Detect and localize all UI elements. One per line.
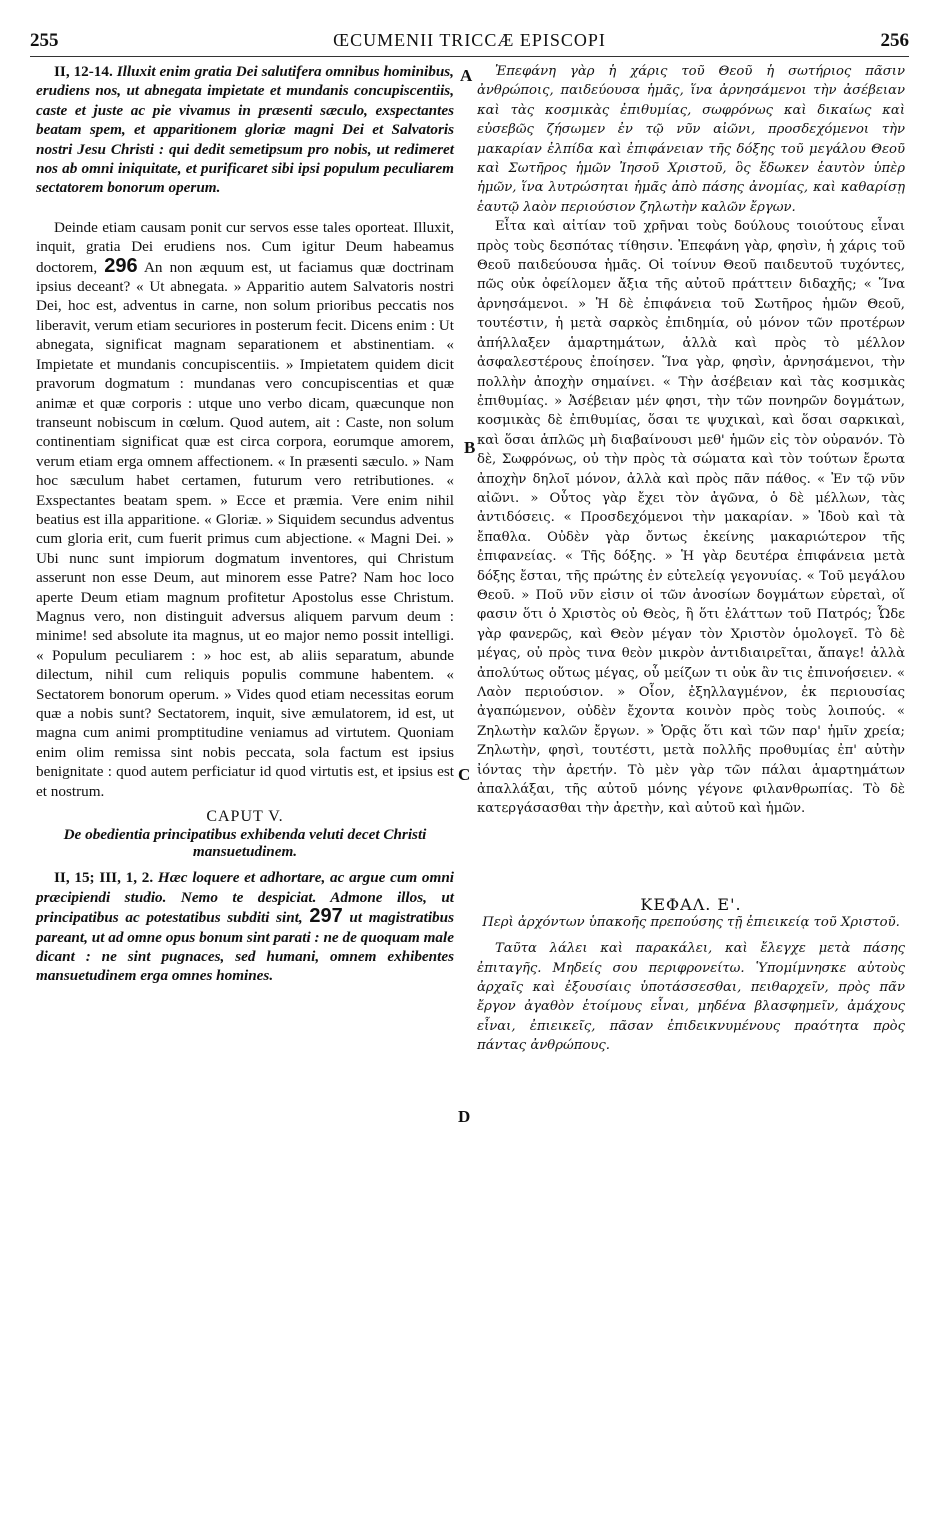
latin-chapter-subtitle: De obedientia principatibus exhibenda veluti decet Christi mansuetudinem. [63, 826, 427, 861]
greek-chapter-title: ΚΕΦΑΛ. Ε'. [640, 894, 742, 914]
left-page-number: 255 [30, 30, 59, 51]
latin-commentary-b: An non æquum est, ut faciamus quæ doctrinam ipsius deceant? « Ut abnegata. » Apparitio autem Salvatoris nostri Dei, hoc est, adventus in carne, non solum prioribus peccatis nos liberavit, verum etiam securiores in posterum fecit. Dicens enim : Ut abnegata, significat magnam separationem et abstinentiam. « Impietate et mundanis concupiscentiis. » Impietatem quidem dicit pravorum dogmatum : mundanas vero concupiscentias et quæ animæ et quæ corporis : utque uno verbo dicam, quæcunque non transeunt nobiscum in cœlum. Quod autem, ait : Caste, non solum continentiam significat quæ est circa corpora, eorumque amorem, verum etiam erga omnem affectionem. « In præsenti sæculo. » Nam hoc sæculum habet certamen, futurum vero retributiones. « Exspectantes beatam spem. » Ecce et præmia. Vere enim nihil beatius est illa apparitione. « Gloriæ. » Siquidem secundus adventus cum gloria erit, cum fuerit primus cum abjectione. « Magni Dei. » Ubi nunc sunt impiorum dogmatum inventores, qui Christum asserunt non esse Deum, aut minorem esse Patre? Nam hoc loco aperte Deum etiam magnum profitetur Apostolus esse Christum. Magnus vero, non distinguit adversus aliquem parvum deum : minime! sed absolute ita magnus, ut eo major nemo possit intelligi. « Populum peculiarem : » hoc est, ab aliis separatum, abunde dilectum, nihil cum reliquis populis commune habentem. « Sectatorem bonorum operum. » Vides quod etiam necessitas eorum quæ a nobis sunt? Sectatorem, inquit, sive æmulatorem, id est, ut magna cum animi promptitudine veniamus ad virtutem. Quoniam enim olim remissa sint nobis peccata, sola factum est ipsius benignitate : quod autem perficiatur id quod virtutis est, et ipsius est et nostrum. [36, 258, 454, 800]
latin-verse-text: Illuxit enim gratia Dei salutifera omnibus hominibus, erudiens nos, ut abnegata impietate et mundanis concupiscentiis, caste et juste ac pie vivamus in præsenti sæculo, exspectantes beatam spem, et apparitionem gloriæ magni Dei et Salvatoris nostri Jesu Christi : qui dedit semetipsum pro nobis, ut redimeret nos ab omni iniquitate, et purificaret sibi ipsi populum peculiarem sectatorem bonorum operum. [36, 63, 454, 197]
running-title: ŒCUMENII TRICCÆ EPISCOPI [333, 30, 606, 50]
latin-chapter-title: CAPUT V. [206, 808, 284, 826]
greek-verse-text: Ἐπεφάνη γὰρ ἡ χάρις τοῦ Θεοῦ ἡ σωτήριος πᾶσιν ἀνθρώποις, παιδεύουσα ἡμᾶς, ἵνα ἀρνησάμενοι τὴν ἀσέβειαν καὶ τὰς κοσμικὰς ἐπιθυμίας, σωφρόνως καὶ δικαίως καὶ εὐσεβῶς ζήσωμεν ἐν τῷ νῦν αἰῶνι, προσδεχόμενοι τὴν μακαρίαν ἐλπίδα καὶ ἐπιφάνειαν τῆς δόξης τοῦ μεγάλου Θεοῦ καὶ Σωτῆρος ἡμῶν Ἰησοῦ Χριστοῦ, ὃς ἔδωκεν ἑαυτὸν ὑπὲρ ἡμῶν, ἵνα λυτρώσηται ἡμᾶς ἀπὸ πάσης ἀνομίας, καὶ καθαρίσῃ ἑαυτῷ λαὸν περιούσιον ζηλωτὴν καλῶν ἔργων. [477, 64, 905, 215]
margin-letter-b: B [464, 438, 476, 457]
latin-verse-2-ref: II, 15; III, 1, 2. [54, 869, 154, 887]
page-marker-296: 296 [104, 254, 138, 277]
latin-verse-2 [36, 868, 454, 985]
margin-letter-c: C [458, 765, 471, 784]
margin-letter-d: D [458, 1107, 471, 1126]
running-header [30, 30, 909, 57]
page-marker-297: 297 [309, 905, 343, 928]
latin-verse [36, 62, 454, 198]
latin-verse-2-text-a: Hæc loquere et adhortare, ac argue cum omni præcipiendi studio. Nemo te despiciat. Admone illos, ut principatibus ac potestatibus subditi sint, [36, 869, 454, 927]
greek-verse-2-text: Ταῦτα λάλει καὶ παρακάλει, καὶ ἔλεγχε μετὰ πάσης ἐπιταγῆς. Μηδείς σου περιφρονείτω. Ὑπομίμνησκε αὐτοὺς ἀρχαῖς καὶ ἐξουσίαις ὑποτάσσεσθαι, πειθαρχεῖν, πρὸς πᾶν ἔργον ἀγαθὸν ἑτοίμους εἶναι, μηδένα βλασφημεῖν, ἀμάχους εἶναι, ἐπιεικεῖς, πᾶσαν ἐπιδεικνυμένους πραότητα πρὸς πάντας ἀνθρώπους. [477, 941, 905, 1054]
greek-commentary: Εἶτα καὶ αἰτίαν τοῦ χρῆναι τοὺς δούλους τοιούτους εἶναι πρὸς τοὺς δεσπότας τίθησιν. Ἐπεφάνη γὰρ, φησὶν, ἡ χάρις τοῦ Θεοῦ παιδεύουσα ἡμᾶς. Οἱ τοίνυν Θεοῦ παιδευτοῦ τυχόντες, πῶς οὐκ ὀφείλομεν ἄξια τῆς αὐτοῦ πράττειν διδαχῆς; « Ἵνα ἀρνησάμενοι. » Ἡ δὲ ἐπιφάνεια τοῦ Σωτῆρος ἡμῶν Θεοῦ, τουτέστιν, ἡ μετὰ σαρκὸς ἐπιδημία, οὐ μόνον τῶν προτέρων ἀπήλλαξεν ἁμαρτημάτων, ἀλλὰ καὶ πρὸς τὸ μέλλον ἀσφαλεστέρους ἐποίησεν. Ἵνα γὰρ, φησὶν, ἀρνησάμενοι, τὴν πολλὴν ἀποχὴν σημαίνει. « Τὴν ἀσέβειαν καὶ τὰς κοσμικὰς ἐπιθυμίας. » Ἀσέβειαν μέν φησι, τὴν τῶν πονηρῶν δογμάτων, κοσμικὰς δὲ ἐπιθυμίας, ὅσαι τε ψυχικαὶ, καὶ ὅσαι σαρκικαὶ, καὶ ὅσαι ἁπλῶς μὴ διαβαίνουσι μεθ' ἡμῶν εἰς τὸν οὐρανόν. Τὸ δὲ, Σωφρόνως, οὐ τὴν πρὸς τὰ σώματα καὶ τὸν τούτων ἔρωτα ἀποχὴν δηλοῖ μόνον, ἀλλὰ καὶ πρὸς πᾶν πάθος. « Ἐν τῷ νῦν αἰῶνι. » Οὗτος γὰρ ἔχει τὸν ἀγῶνα, ὁ δὲ μέλλων, τὰς ἀντιδόσεις. « Προσδεχόμενοι τὴν μακαρίαν. » Ἰδοὺ καὶ τὰ ἔπαθλα. Οὐδὲν γὰρ ὄντως ἐκείνης μακαριώτερον τῆς ἐπιφανείας. « Τῆς δόξης. » Ἡ γὰρ δευτέρα ἐπιφάνεια μετὰ δόξης ἔσται, τῆς πρώτης ἐν εὐτελείᾳ γεγονυίας. « Τοῦ μεγάλου Θεοῦ. » Ποῦ νῦν εἰσιν οἱ τῶν ἀνοσίων δογμάτων εὑρεταὶ, οἵ φασιν ὅτι ὁ Χριστὸς οὐ Θεὸς, ἢ ὅτι ἐλάττων τοῦ Πατρός; Ὧδε γὰρ φανερῶς, καὶ Θεὸν μέγαν τὸν Χριστὸν ὁμολογεῖ. Τὸ δὲ μέγας, οὐ πρὸς τινα θεὸν μικρὸν ἀντιδιαιρεῖται, ἄπαγε! ἀλλὰ ἀπολύτως οὕτως μέγας, οὗ μείζων τι οὐκ ἂν τις ἐπινοήσειεν. « Λαὸν περιούσιον. » Οἷον, ἐξηλλαγμένον, ἐκ περιουσίας ἀγαπώμενον, οὐδὲν ἔχοντα κοινὸν πρὸς τοὺς λοιπούς. « Ζηλωτὴν καλῶν ἔργων. » Ὁρᾷς ὅτι καὶ τῶν παρ' ἡμῖν χρεία; Ζηλωτὴν, φησὶ, τουτέστι, μετὰ πολλῆς προθυμίας ἐπ' αὐτὴν ἰόντας τὴν ἀρετήν. Τὸ μὲν γὰρ τῶν πάλαι ἁμαρτημάτων ἀπαλλάξαι, τῆς αὐτοῦ μόνης γέγονε φιλανθρωπίας. Τὸ δὲ κατεργάσασθαι τὴν ἀρετὴν, καὶ αὐτοῦ καὶ ἡμῶν. [477, 219, 905, 817]
right-page-number: 256 [880, 30, 909, 51]
latin-column [36, 62, 454, 986]
latin-commentary [36, 218, 454, 801]
greek-column [477, 62, 905, 1056]
latin-verse-2-text-b: ut magistratibus pareant, ut ad omne opus bonum sint parati : ne de quoquam male dicant : ne sint pugnaces, sed humani, omnem exhibentes mansuetudinem erga omnes homines. [36, 909, 454, 985]
latin-commentary-a: Deinde etiam causam ponit cur servos esse tales oporteat. Illuxit, inquit, gratia Dei erudiens nos. Cum igitur Deum habeamus doctorem, [36, 218, 454, 276]
latin-verse-ref: II, 12-14. [54, 63, 113, 80]
margin-letter-a: A [460, 66, 473, 85]
greek-chapter-subtitle: Περὶ ἀρχόντων ὑπακοῆς πρεπούσης τῇ ἐπιεικείᾳ τοῦ Χριστοῦ. [482, 915, 900, 931]
